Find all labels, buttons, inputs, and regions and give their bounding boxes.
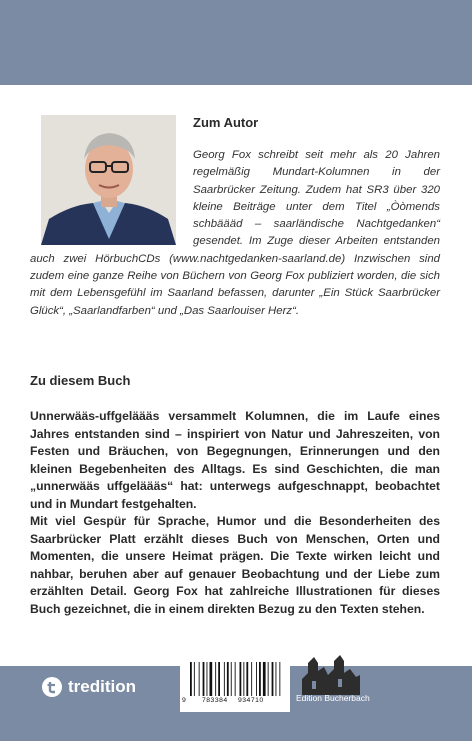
barcode-bars-icon xyxy=(190,662,282,696)
publisher-name: tredition xyxy=(68,677,136,696)
isbn-barcode xyxy=(180,658,290,712)
photo-float-space xyxy=(30,147,193,249)
isbn-group-1: 783384 xyxy=(202,697,228,704)
author-bio-text: Georg Fox schreibt seit mehr als 20 Jahren regelmäßig Mundart-Kolumnen in der Saarbrücker Zeitung. Zudem hat SR3 über 320 kleine Beiträge unter dem Titel „Òòmends schbäääd – saarländische Nachtgedanken“ gesendet. Im Zuge dieser Arbeiten entstanden auch zwei HörbuchCDs (www.nachtgedanken-saarland.de) Inzwischen sind zudem eine ganze Reihe von Büchern von Georg Fox publiziert worden, die sich mit dem Lebensgefühl im Saarland befassen, darunter „Ein Stück Saarbrücker Glück“, „Saarlandfarben“ und „Das Saarlouiser Herz“. xyxy=(30,149,440,317)
publisher-logo xyxy=(42,677,136,697)
blurb-paragraph-1: Unnerwääs-uffgeläääs versammelt Kolumnen, die im Laufe eines Jahres entstanden sind – inspiriert von Natur und Jahreszeiten, von Festen und Bräuchen, von Begegnungen, Erinnerungen und den kleinen Begebenheiten des Alltags. Es sind Geschichten, die man „unnerwääs uffgeläääs“ hat: unterwegs aufgeschnappt, beobachtet und in Mundart festgehalten. xyxy=(30,409,440,511)
author-heading: Zum Autor xyxy=(193,115,259,130)
book-heading: Zu diesem Buch xyxy=(30,373,131,388)
tredition-logo-icon xyxy=(42,677,62,697)
edition-logo-icon xyxy=(300,653,362,695)
author-bio xyxy=(30,147,440,320)
top-color-band xyxy=(0,0,472,85)
blurb-paragraph-2: Mit viel Gespür für Sprache, Humor und die Besonderheiten des Saarbrücker Platt erzählt dieses Buch von Menschen, Orten und Momenten, die unsere Heimat prägen. Die Texte wirken leicht und nahbar, beruhen aber auf genauer Beobachtung und der Liebe zum erzählten Detail. Georg Fox hat zahlreiche Illustrationen für dieses Buch gezeichnet, die in einem direkten Bezug zu den Texten stehen. xyxy=(30,514,440,616)
book-blurb xyxy=(30,408,440,618)
isbn-group-2: 934710 xyxy=(238,697,264,704)
isbn-prefix: 9 xyxy=(182,697,186,704)
edition-name: Edition Bucherbach xyxy=(296,693,370,703)
